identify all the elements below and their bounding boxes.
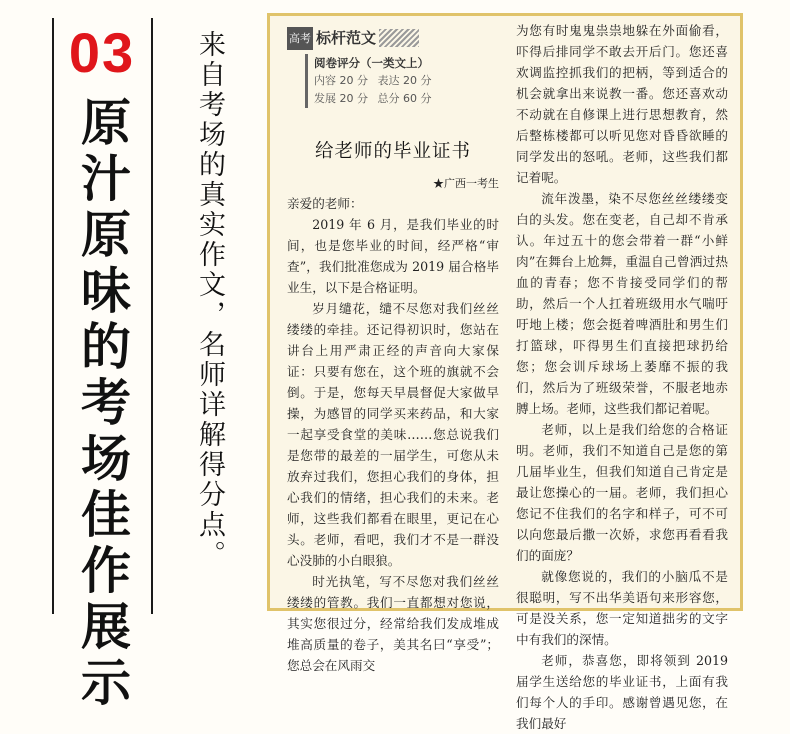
badge-stripes-decoration [379, 29, 419, 47]
section-title: 原汁原味的考场佳作展示 [73, 96, 131, 712]
score-row [314, 90, 499, 108]
essay-title: 给老师的毕业证书 [314, 141, 471, 162]
essay-paragraph: 时光执笔，写不尽您对我们丝丝缕缕的管教。我们一直都想对您说，其实您很过分，经常给我们发成堆成堆高质量的卷子，美其名曰“享受”；您总会在风雨交 [287, 574, 499, 673]
essay-paragraph: 为您有时鬼鬼祟祟地躲在外面偷看，吓得后排同学不敢去开后门。您还喜欢调监控抓我们的把柄，等到适合的机会就拿出来说教一番。您还喜欢动不动就在自修课上进行思想教育，然后整栋楼都可以听见您对昏昏欲睡的同学发出的怒吼。老师，这些我们都记着呢。 [516, 23, 728, 185]
section-number: 03 [68, 21, 136, 84]
essay-paragraph: 2019 年 6 月，是我们毕业的时间，也是您毕业的时间，经严格“审查”，我们批准您成为 2019 届合格毕业生，以下是合格证明。 [287, 217, 499, 295]
right-column [516, 20, 728, 734]
section-heading [64, 22, 140, 712]
left-column [287, 16, 499, 676]
essay-paragraph: 就像您说的，我们的小脑瓜不是很聪明，写不出华美语句来形容您，可是没关系，您一定知道拙劣的文字中有我们的深情。 [516, 569, 728, 647]
score-total: 总分 60 分 [377, 92, 432, 105]
essay-card [267, 13, 743, 731]
right-divider-line [151, 18, 153, 614]
essay-author: ★广西一考生 [433, 177, 499, 190]
salutation: 亲爱的老师： [287, 196, 363, 211]
score-development: 发展 20 分 [314, 92, 368, 105]
essay-paragraph: 老师，以上是我们给您的合格证明。老师，我们不知道自己是您的第几届毕业生，但我们知道自己肯定是最让您操心的一届。老师，我们担心您记不住我们的名字和样子，可不可以向您最后撒一次娇，求您再看看我们的面庞？ [516, 422, 728, 563]
badge-text: 标杆范文 [316, 28, 377, 47]
essay-paragraph: 流年泼墨，染不尽您丝丝缕缕变白的头发。您在变老，自己却不肯承认。年过五十的您会带着一群“小鲜肉”在舞台上尬舞，重温自己曾洒过热血的青春；您不肯接受同学们的帮助，然后一个人扛着班级用水气喘吁吁地上楼；您会挺着啤酒肚和男生们打篮球，吓得男生们直接把球扔给您；您会训斥球场上萎靡不振的我们，然后为了班级荣誉，不服老地赤膊上场。老师，这些我们都记着呢。 [516, 191, 728, 416]
essay-paragraph: 老师，恭喜您，即将领到 2019 届学生送给您的毕业证书，上面有我们每个人的手印。感谢曾遇见您，在我们最好 [516, 653, 728, 731]
badge [287, 26, 499, 50]
score-box [305, 54, 499, 108]
score-content: 内容 20 分 [314, 74, 368, 87]
score-row [314, 72, 499, 90]
badge-tag: 高考 [287, 27, 313, 50]
score-heading: 阅卷评分（一类文上） [314, 56, 429, 70]
left-divider-line [52, 18, 54, 614]
score-expression: 表达 20 分 [377, 74, 432, 87]
section-subtitle: 来自考场的真实作文，名师详解得分点。 [194, 30, 225, 570]
essay-paragraph: 岁月缱花，缱不尽您对我们丝丝缕缕的牵挂。还记得初识时，您站在讲台上用严肃正经的声音向大家保证：只要有您在，这个班的旗就不会倒。于是，您每天早晨督促大家做早操，为感冒的同学买来药品，和大家一起享受食堂的美味……您总说我们是您带的最差的一届学生，可您从未放弃过我们，您担心我们的身体，担心我们的情绪，担心我们的未来。老师，这些我们都看在眼里，更记在心头。老师，看吧，我们才不是一群没心没肺的小白眼狼。 [287, 301, 499, 568]
